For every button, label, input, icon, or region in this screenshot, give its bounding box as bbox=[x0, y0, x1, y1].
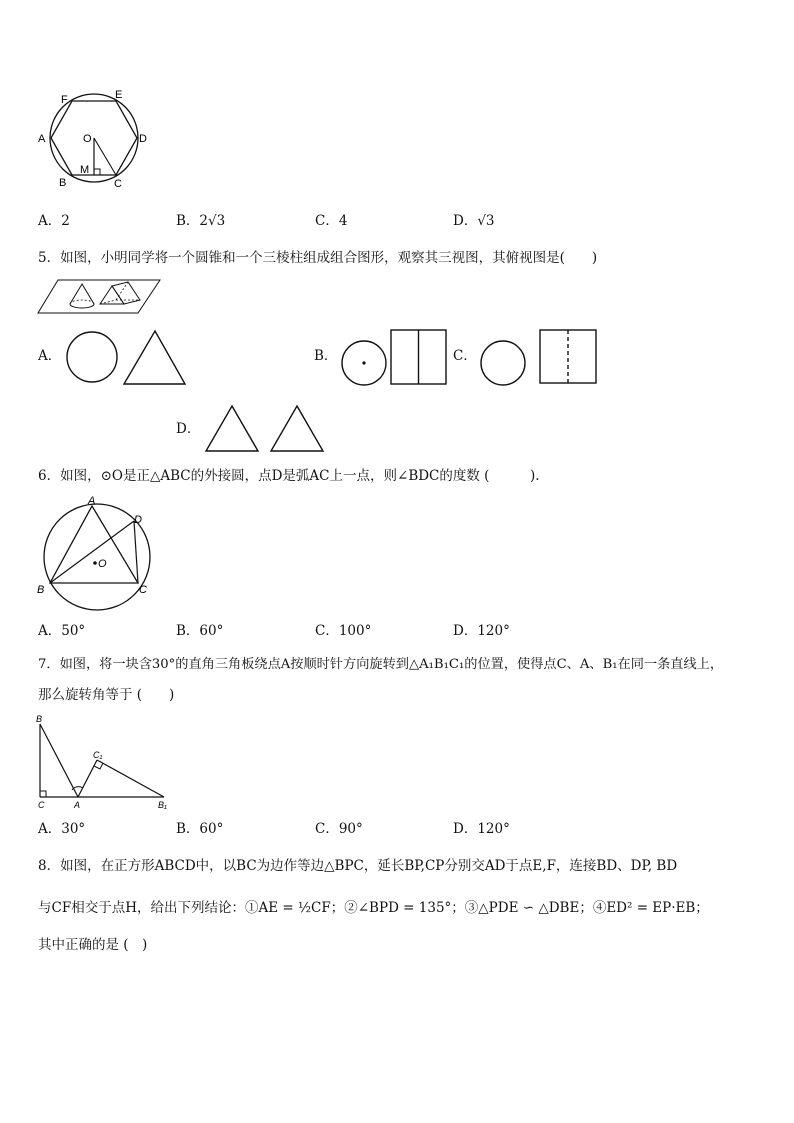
q4-option-b[interactable] bbox=[176, 215, 225, 229]
q6-option-b[interactable] bbox=[176, 625, 223, 639]
q7-question-text-line1: 7．如图，将一块含30°的直角三角板绕点A按顺时针方向旋转到△A₁B₁C₁的位置，使得点C、A、B₁在同一条直线上， bbox=[38, 657, 724, 672]
q4-option-d[interactable] bbox=[453, 215, 495, 229]
option-label: A． bbox=[38, 821, 62, 837]
q7-option-d[interactable] bbox=[453, 823, 510, 837]
q7-segment-ac1 bbox=[78, 760, 97, 797]
q7-label-b: B bbox=[36, 714, 43, 724]
q5-option-d-label[interactable]: D． bbox=[176, 421, 201, 437]
triangle-shape bbox=[124, 331, 185, 384]
option-value: √3 bbox=[477, 213, 495, 229]
option-value: 120° bbox=[477, 623, 510, 639]
q5-question-text: 5．如图，小明同学将一个圆锥和一个三棱柱组成组合图形，观察其三视图，其俯视图是( ) bbox=[38, 250, 598, 266]
option-label: A． bbox=[38, 623, 62, 639]
q4-option-c[interactable] bbox=[315, 215, 347, 229]
q5-cone bbox=[70, 284, 94, 308]
option-value: 4 bbox=[338, 213, 348, 229]
q4-label-e: E bbox=[115, 89, 123, 101]
q7-label-c: C bbox=[38, 800, 45, 810]
q8-question-text-line2: 与CF相交于点H，给出下列结论：①AE = ½CF；②∠BPD = 135°；③△PDE ∽ △DBE；④ED² = EP·EB； bbox=[38, 900, 709, 916]
q6-option-d[interactable] bbox=[453, 625, 510, 639]
q6-label-d: D bbox=[134, 514, 142, 526]
q7-option-b[interactable] bbox=[176, 823, 223, 837]
q7-option-a[interactable] bbox=[38, 823, 85, 837]
q4-label-d: D bbox=[139, 133, 147, 145]
q6-option-a[interactable] bbox=[38, 625, 85, 639]
q6-option-c[interactable] bbox=[315, 625, 371, 639]
option-value: 2 bbox=[61, 213, 70, 229]
option-label: B． bbox=[176, 821, 200, 837]
option-label: D． bbox=[453, 213, 478, 229]
q6-label-c: C bbox=[139, 584, 147, 596]
q5-plane bbox=[38, 280, 160, 313]
center-dot bbox=[362, 361, 365, 364]
option-value: 60° bbox=[199, 623, 224, 639]
q5-option-b-figure bbox=[340, 328, 448, 386]
option-value: 90° bbox=[338, 821, 363, 837]
q4-label-m: M bbox=[80, 164, 90, 176]
option-label: B． bbox=[176, 623, 200, 639]
q6-triangle-abc bbox=[50, 506, 138, 583]
option-label: C． bbox=[315, 213, 339, 229]
option-label: D． bbox=[453, 821, 478, 837]
q5-option-b-label[interactable]: B． bbox=[314, 348, 338, 364]
option-label: C． bbox=[315, 623, 339, 639]
q4-right-angle-mark bbox=[94, 169, 100, 175]
q4-label-o: O bbox=[83, 133, 92, 145]
q7-right-angle-mark-c bbox=[40, 791, 46, 797]
q8-question-text-line1: 8．如图，在正方形ABCD中，以BC为边作等边△BPC，延长BP,CP分别交AD于点E,F，连接BD、DP, BD bbox=[38, 858, 678, 874]
q7-label-b1: B₁ bbox=[158, 800, 167, 810]
q7-label-a: A bbox=[74, 800, 81, 810]
option-label: A． bbox=[38, 213, 62, 229]
option-value: 120° bbox=[477, 821, 510, 837]
circle-shape bbox=[67, 332, 117, 382]
q5-combined-solid-figure bbox=[38, 276, 162, 316]
q6-circle-triangle-figure bbox=[36, 496, 156, 600]
q7-option-c[interactable] bbox=[315, 823, 363, 837]
option-value: 60° bbox=[199, 821, 224, 837]
triangle-shape-right bbox=[271, 406, 323, 451]
q6-segment-dc bbox=[134, 521, 138, 583]
q6-center-dot bbox=[93, 561, 97, 565]
q4-hexagon-figure bbox=[35, 86, 155, 190]
q6-label-b: B bbox=[37, 584, 45, 596]
circle-shape bbox=[481, 341, 525, 385]
q4-label-c: C bbox=[114, 178, 122, 190]
option-value: 2√3 bbox=[199, 213, 226, 229]
option-value: 100° bbox=[338, 623, 372, 639]
q6-question-text: 6．如图，⊙O是正△ABC的外接圆，点D是弧AC上一点，则∠BDC的度数 ( ). bbox=[38, 468, 540, 484]
q7-segment-c1b1 bbox=[97, 760, 164, 797]
q4-label-b: B bbox=[59, 177, 67, 189]
q5-option-c-label[interactable]: C． bbox=[453, 348, 477, 364]
q5-option-d-figure bbox=[205, 404, 327, 454]
q4-option-a[interactable] bbox=[38, 215, 70, 229]
triangle-shape-left bbox=[206, 406, 258, 451]
option-value: 50° bbox=[61, 623, 86, 639]
q7-segment-ab bbox=[40, 724, 78, 797]
q6-segment-bd bbox=[50, 521, 134, 583]
q7-label-c1: C₁ bbox=[93, 750, 103, 760]
q5-cone-base-hidden bbox=[70, 300, 94, 304]
q6-label-o: O bbox=[98, 558, 107, 570]
q7-rotated-triangles-figure bbox=[34, 712, 170, 812]
option-label: D． bbox=[453, 623, 478, 639]
q5-option-a-figure bbox=[66, 328, 188, 386]
q5-option-c-figure bbox=[478, 326, 600, 386]
q8-question-text-line3: 其中正确的是 ( ) bbox=[38, 937, 148, 953]
q5-option-a-label[interactable]: A． bbox=[38, 348, 62, 364]
q4-label-a: A bbox=[38, 133, 46, 145]
q7-question-text-line2: 那么旋转角等于 ( ) bbox=[38, 687, 175, 703]
q4-label-f: F bbox=[61, 94, 68, 106]
option-label: C． bbox=[315, 821, 339, 837]
option-label: B． bbox=[176, 213, 200, 229]
option-value: 30° bbox=[61, 821, 86, 837]
q6-label-a: A bbox=[88, 495, 96, 507]
